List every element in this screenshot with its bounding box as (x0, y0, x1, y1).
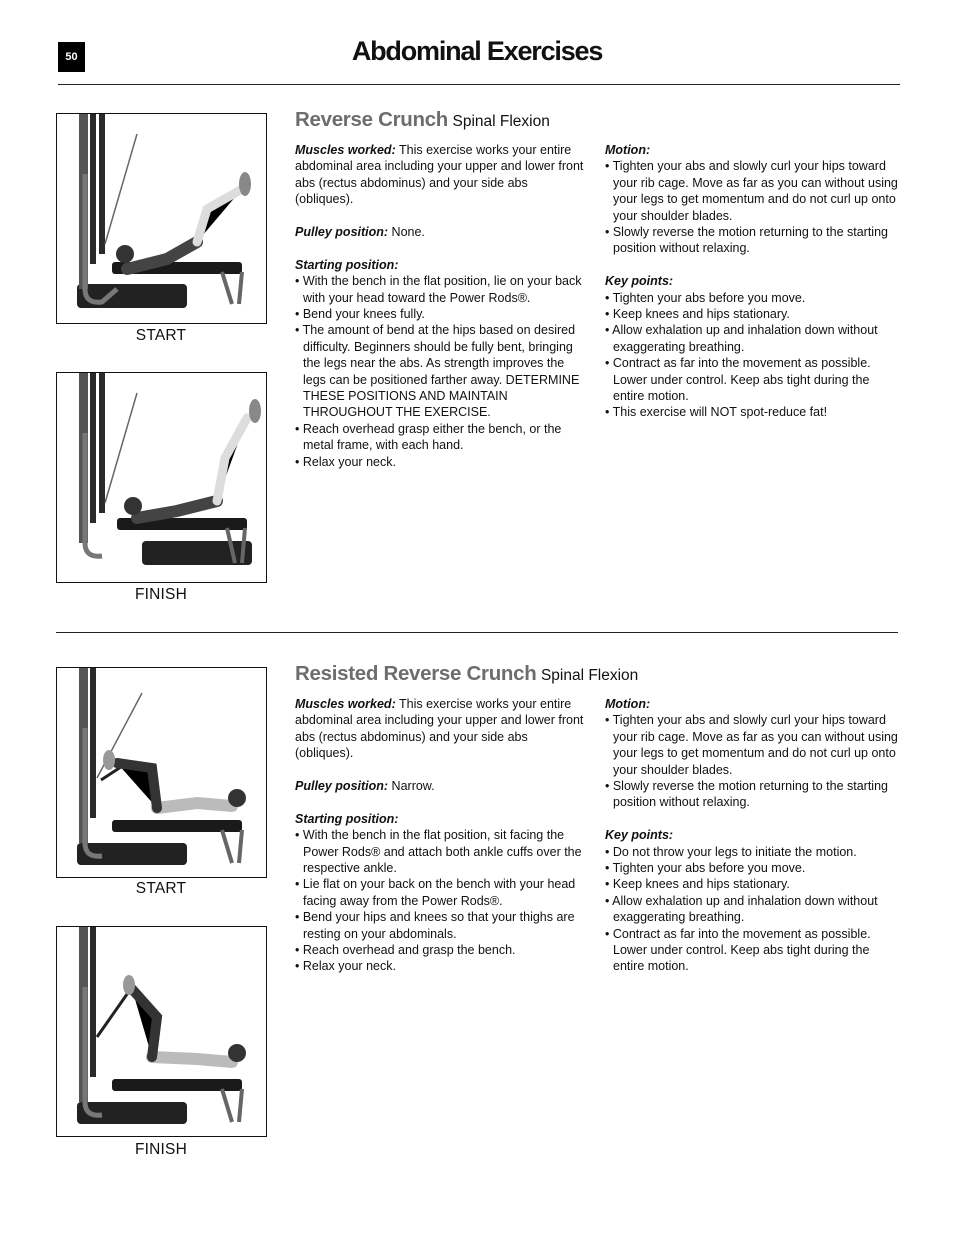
exercise-name: Reverse Crunch (295, 108, 449, 131)
reverse-crunch-left-column (295, 142, 587, 470)
key-point-item: • Do not throw your legs to initiate the motion. (605, 844, 857, 859)
exercise-subtitle: Spinal Flexion (540, 667, 639, 684)
key-point-item: • Tighten your abs before you move. (605, 290, 806, 305)
key-point-item: • Allow exhalation up and inhalation down without exaggerating breathing. (605, 893, 878, 925)
key-points-label: Key points: (605, 828, 674, 843)
reverse-crunch-right-column (605, 142, 901, 421)
motion-item: • Tighten your abs and slowly curl your hips toward your rib cage. Move as far as you can without using your legs to get momentum and do not curl up onto your shoulder blades. (605, 713, 898, 777)
starting-position-label: Starting position: (295, 257, 399, 272)
key-point-item: • This exercise will NOT spot-reduce fat! (605, 405, 828, 420)
muscles-worked-text: This exercise works your entire abdominal area including your upper and lower front abs (rectus abdominus) and your side abs (obliques). (295, 697, 584, 761)
pulley-position-label: Pulley position: (295, 225, 389, 240)
muscles-worked-text: This exercise works your entire abdominal area including your upper and lower front abs (rectus abdominus) and your side abs (obliques). (295, 143, 584, 207)
page-title: Abdominal Exercises (351, 36, 603, 66)
reverse-crunch-start-caption: START (135, 327, 187, 344)
motion-label: Motion: (605, 697, 651, 711)
starting-item: • With the bench in the flat position, sit facing the Power Rods® and attach both ankle cuffs over the respective ankle. (295, 828, 582, 876)
key-point-item: • Contract as far into the movement as possible. Lower under control. Keep abs tight during the entire motion. (605, 926, 871, 974)
starting-item: • Relax your neck. (295, 454, 396, 469)
page-number: 50 (58, 42, 85, 72)
starting-item: • Relax your neck. (295, 959, 396, 974)
motion-item: • Slowly reverse the motion returning to the starting position without relaxing. (605, 225, 888, 256)
starting-item: • Reach overhead grasp either the bench, or the metal frame, with each hand. (295, 421, 562, 453)
muscles-worked (295, 142, 587, 208)
resisted-reverse-crunch-start-photo (56, 667, 267, 878)
resisted-reverse-crunch-heading (295, 662, 638, 686)
starting-item: • The amount of bend at the hips based on desired difficulty. Beginners should be fully bent, bringing the legs near the abs. As strength improves the legs can be positioned farther away. DETERMINE THESE POSITIONS AND MAINTAIN THROUGHOUT THE EXERCISE. (295, 323, 580, 420)
resisted-reverse-crunch-finish-photo (56, 926, 267, 1137)
starting-position-label: Starting position: (295, 811, 399, 826)
resisted-reverse-crunch-finish-caption: FINISH (134, 1141, 187, 1158)
pulley-position-label: Pulley position: (295, 779, 389, 794)
pulley-position (295, 224, 587, 240)
resisted-reverse-crunch-left-column (295, 696, 587, 975)
exercise-subtitle: Spinal Flexion (452, 113, 550, 130)
starting-item: • With the bench in the flat position, lie on your back with your head toward the Power Rods®. (295, 274, 582, 305)
key-points-label: Key points: (605, 274, 674, 289)
header-divider (58, 84, 900, 85)
reverse-crunch-finish-caption: FINISH (134, 586, 187, 603)
muscles-worked-label: Muscles worked: (295, 697, 396, 711)
starting-item: • Bend your knees fully. (295, 307, 425, 322)
key-point-item: • Tighten your abs before you move. (605, 861, 806, 876)
key-point-item: • Keep knees and hips stationary. (605, 307, 790, 322)
starting-item: • Bend your hips and knees so that your thighs are resting on your abdominals. (295, 910, 575, 941)
resisted-reverse-crunch-start-caption: START (135, 880, 187, 897)
pulley-position-text: Narrow. (391, 779, 435, 794)
muscles-worked-label: Muscles worked: (295, 143, 396, 157)
section-divider (56, 632, 898, 633)
muscles-worked (295, 696, 587, 762)
motion-item: • Tighten your abs and slowly curl your hips toward your rib cage. Move as far as you can without using your legs to get momentum and do not curl up onto your shoulder blades. (605, 159, 898, 223)
reverse-crunch-start-photo (56, 113, 267, 324)
resisted-reverse-crunch-right-column (605, 696, 901, 975)
starting-item: • Reach overhead and grasp the bench. (295, 943, 516, 958)
pulley-position (295, 778, 587, 794)
reverse-crunch-finish-photo (56, 372, 267, 583)
key-point-item: • Contract as far into the movement as possible. Lower under control. Keep abs tight during the entire motion. (605, 356, 871, 404)
key-point-item: • Keep knees and hips stationary. (605, 877, 790, 892)
motion-item: • Slowly reverse the motion returning to the starting position without relaxing. (605, 779, 888, 810)
reverse-crunch-heading (295, 108, 550, 132)
motion-label: Motion: (605, 143, 651, 157)
starting-item: • Lie flat on your back on the bench with your head facing away from the Power Rods®. (295, 877, 576, 908)
exercise-name: Resisted Reverse Crunch (295, 662, 537, 685)
pulley-position-text: None. (391, 225, 425, 240)
key-point-item: • Allow exhalation up and inhalation down without exaggerating breathing. (605, 323, 878, 354)
